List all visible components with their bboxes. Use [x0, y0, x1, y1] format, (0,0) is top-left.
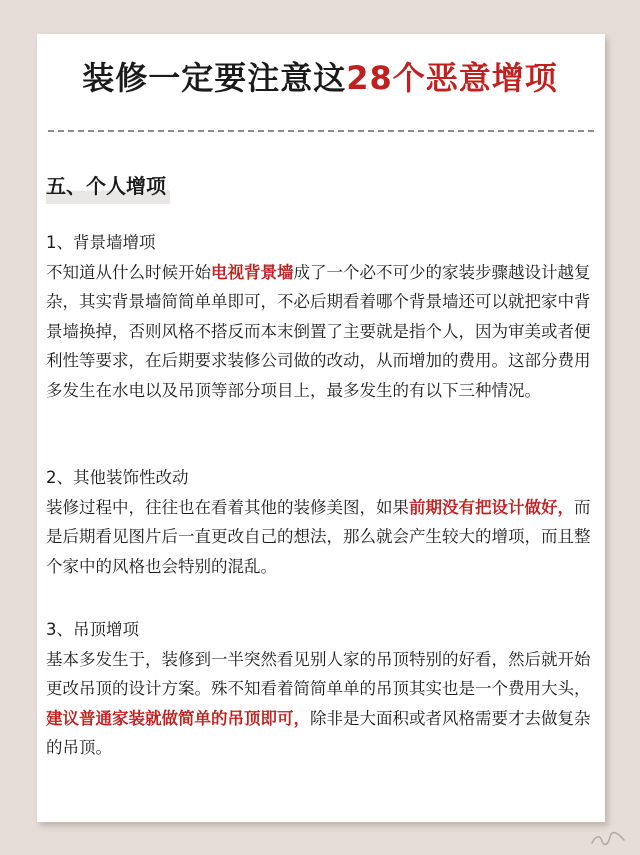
item-text-before: 装修过程中，往往也在看着其他的装修美图，如果 — [46, 497, 409, 517]
item-label: 3、吊顶增项 — [46, 620, 139, 639]
item-text-after: 而是后期看见图片后一直更改自己的想法，那么就会产生较大的增项，而且整个家中的风格也会特别的混乱。 — [46, 497, 591, 576]
list-item-backdrop-wall — [46, 228, 602, 405]
item-highlight: 建议普通家装就做简单的吊顶即可， — [46, 708, 310, 728]
item-label: 1、背景墙增项 — [46, 233, 156, 252]
item-body — [46, 493, 602, 582]
signature-scribble-icon — [590, 831, 626, 847]
item-text-before: 不知道从什么时候开始 — [46, 262, 211, 282]
title-accent: 28个恶意增项 — [346, 59, 558, 97]
item-label: 2、其他装饰性改动 — [46, 468, 189, 487]
item-highlight: 电视背景墙 — [211, 262, 294, 282]
title-lead: 装修一定要注意这 — [82, 59, 347, 97]
item-body — [46, 645, 602, 763]
list-item-decor-changes — [46, 463, 602, 581]
list-item-ceiling — [46, 615, 602, 763]
item-highlight: 前期没有把设计做好， — [409, 497, 574, 517]
item-text-after: 成了一个必不可少的家装步骤越设计越复杂，其实背景墙简简单单即可，不必后期看着哪个背景墙还可以就把家中背景墙换掉，否则风格不搭反而本末倒置了主要就是指个人，因为审美或者便利性等要求，在后期要求装修公司做的改动，从而增加的费用。这部分费用多发生在水电以及吊顶等部分项目上，最多发生的有以下三种情况。 — [46, 262, 591, 400]
item-text-before: 基本多发生于，装修到一半突然看见别人家的吊顶特别的好看，然后就开始更改吊顶的设计方案。殊不知看着简简单单的吊顶其实也是一个费用大头， — [46, 649, 591, 698]
page-title — [0, 56, 640, 100]
section-heading: 五、个人增项 — [46, 172, 170, 204]
dashed-divider — [48, 130, 594, 132]
item-body — [46, 258, 602, 406]
item-text-after: 除非是大面积或者风格需要才去做复杂的吊顶。 — [46, 708, 591, 757]
